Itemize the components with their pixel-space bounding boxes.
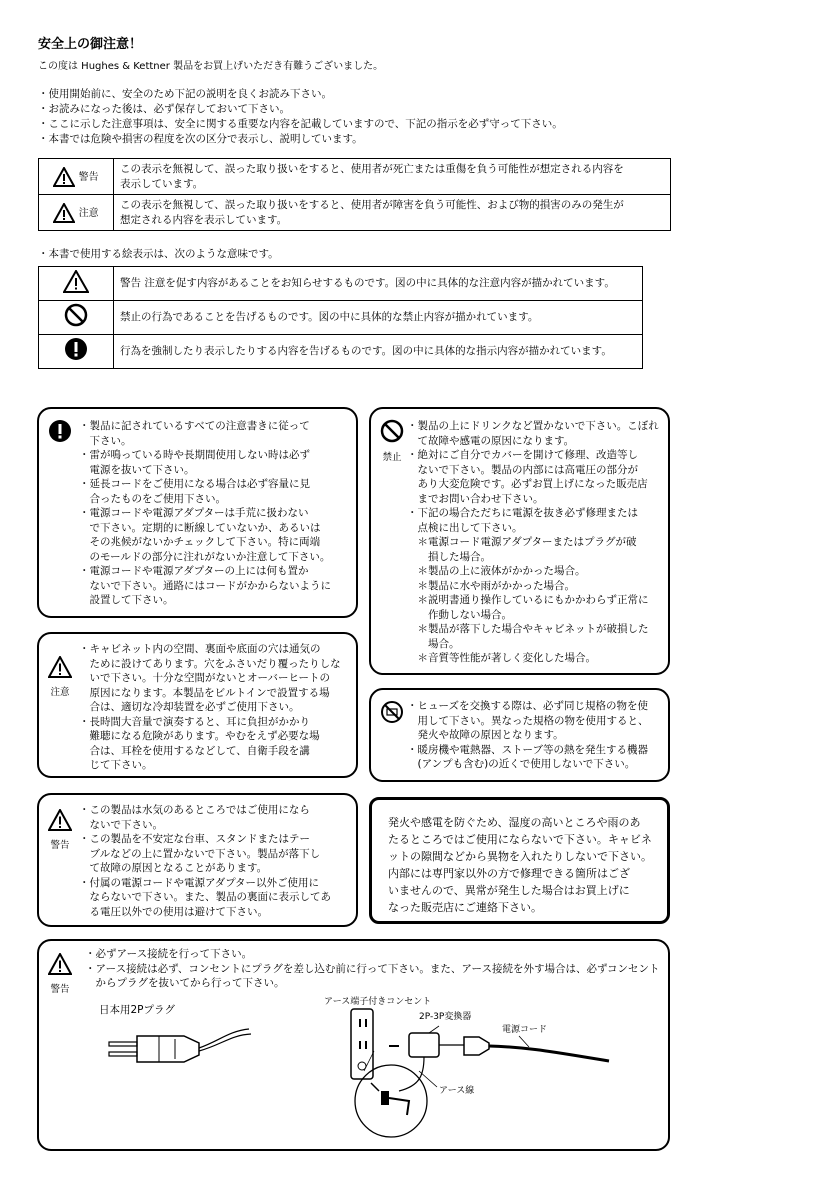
warning-triangle-icon xyxy=(48,953,72,975)
warning-triangle-icon xyxy=(63,270,89,293)
mandatory-panel-icon-wrap xyxy=(47,419,73,447)
warning-panel-text xyxy=(79,803,331,919)
prohibit-panel-icon-wrap xyxy=(379,419,405,463)
prohibit-panel-text xyxy=(407,419,659,666)
level-warning-label: 警告 xyxy=(78,171,99,183)
text-line: ＊電源コード電源アダプターまたはプラグが破 xyxy=(407,536,637,548)
level-caution-line1: この表示を無視して、誤った取り扱いをすると、使用者が障害を負う可能性、および物的損害のみの発生が xyxy=(120,198,624,211)
text-line: ないで下さい。製品の内部には高電圧の部分が xyxy=(407,463,638,476)
text-line: る電圧以外での使用は避けて下さい。 xyxy=(79,905,268,918)
prohibit-panel-label: 禁止 xyxy=(382,452,402,463)
text-line: ＊製品に水や雨がかかった場合。 xyxy=(407,579,575,592)
text-line: いで下さい。十分な空間がないとオーバーヒートの xyxy=(79,672,331,684)
page-title: 安全上の御注意！ xyxy=(38,37,143,52)
no-disassembly-icon xyxy=(380,700,404,724)
level-warning-desc xyxy=(114,159,671,195)
text-line: ＊音質等性能が著しく変化した場合。 xyxy=(407,652,596,664)
symbol-table xyxy=(38,266,643,369)
text-line: ないで下さい。 xyxy=(79,818,163,831)
symbol-warning-cell xyxy=(39,267,114,301)
mandatory-panel xyxy=(37,407,358,618)
prohibition-icon xyxy=(380,419,404,443)
text-line: ＊説明書通り操作しているにもかかわらず正常に xyxy=(407,594,649,606)
text-line: て故障の原因となることがあります。 xyxy=(79,862,268,874)
level-caution-cell xyxy=(39,195,114,231)
text-line: のモールドの部分に注れがないか注意して下さい。 xyxy=(79,550,331,563)
fig-cord-label: 電源コード xyxy=(502,1025,548,1035)
text-line: ・下記の場合ただちに電源を抜き必ず修理または xyxy=(407,507,638,519)
mandatory-icon xyxy=(48,419,72,443)
text-line: 内部には専門家以外の方で修理できる箇所はござ xyxy=(388,867,630,880)
caution-panel-label: 注意 xyxy=(50,687,70,698)
text-line: 発火や感電を防ぐため、湿度の高いところや雨のあ xyxy=(388,816,641,829)
text-line: 用して下さい。異なった規格の物を使用すると、 xyxy=(407,714,649,727)
text-line: ・電源コードや電源アダプターの上には何も置か xyxy=(79,565,309,577)
caution-panel-text xyxy=(79,642,341,773)
text-line: ブルなどの上に置かないで下さい。製品が落下し xyxy=(79,847,321,860)
warning-panel-icon-wrap xyxy=(47,809,73,851)
text-line: て故障や感電の原因になります。 xyxy=(407,434,575,447)
prohibit-panel xyxy=(369,407,670,675)
text-line: で下さい。定期的に断線していないか、あるいは xyxy=(79,521,321,534)
mandatory-icon xyxy=(64,337,88,361)
text-line: じて下さい。 xyxy=(79,759,153,771)
bullet-2: ・お読みになった後は、必ず保存しておいて下さい。 xyxy=(38,103,290,115)
earth-connection-figure xyxy=(89,991,649,1149)
symbol-prohibit-cell xyxy=(39,301,114,335)
caution-panel xyxy=(37,632,358,778)
level-caution-desc xyxy=(114,195,671,231)
fig-earth-label: アース線 xyxy=(439,1086,475,1096)
text-line: その兆候がないかチェックして下さい。特に両端 xyxy=(79,536,321,548)
fuse-panel-icon-wrap xyxy=(379,700,405,728)
text-line: 原因になります。本製品をビルトインで設置する場 xyxy=(79,686,330,699)
plug-2p-illustration xyxy=(109,1029,251,1062)
bullet-1: ・使用開始前に、安全のため下記の説明を良くお読み下さい。 xyxy=(38,88,332,100)
caution-triangle-icon xyxy=(48,656,72,678)
text-line: なった販売店にご連絡下さい。 xyxy=(388,901,542,914)
text-line: ・この製品は水気のあるところではご使用になら xyxy=(79,804,310,816)
text-line: ・延長コードをご使用になる場合は必ず容量に見 xyxy=(79,478,310,490)
symbol-warning-text: 警告 注意を促す内容があることをお知らせするものです。図の中に具体的な注意内容が描かれています。 xyxy=(114,267,643,301)
symbol-mandatory-text: 行為を強制したり表示したりする内容を告げるものです。図の中に具体的な指示内容が描かれています。 xyxy=(114,335,643,369)
text-line: いませんので、異常が発生した場合はお買上げに xyxy=(388,884,630,897)
text-line: たるところではご使用にならないで下さい。キャビネ xyxy=(388,833,652,846)
text-line: 設置して下さい。 xyxy=(79,594,174,606)
text-line: ・電源コードや電源アダプターは手荒に扱わない xyxy=(79,507,309,519)
fig-plug-label: 日本用2Pプラグ xyxy=(99,1004,176,1016)
text-line: ならないで下さい。また、製品の裏面に表示してあ xyxy=(79,891,331,903)
text-line: ＊製品の上に液体がかかった場合。 xyxy=(407,565,586,577)
text-line: あり大変危険です。必ずお買上げになった販売店 xyxy=(407,478,648,490)
text-line: 難聴になる危険があります。やむをえず必要な場 xyxy=(79,730,320,742)
fig-outlet-label: アース端子付きコンセント xyxy=(324,997,432,1007)
earth-panel-label: 警告 xyxy=(50,984,70,995)
warning-panel-label: 警告 xyxy=(50,840,70,851)
wall-outlet-illustration xyxy=(351,1009,609,1091)
text-line: ットの隙間などから異物を入れたりしないで下さい。 xyxy=(388,850,652,863)
text-line: ・アース接続は必ず、コンセントにプラグを差し込む前に行って下さい。また、アース接続を外す場合は、必ずコンセント xyxy=(85,962,660,975)
text-line: 合は、耳栓を使用するなどして、自衛手段を講 xyxy=(79,744,310,757)
caution-triangle-icon xyxy=(53,203,75,223)
level-caution-line2: 想定される内容を表示しています。 xyxy=(120,213,288,226)
text-line: ＊製品が落下した場合やキャビネットが破損した xyxy=(407,623,649,635)
text-line: ・キャビネット内の空間、裏面や底面の穴は通気の xyxy=(79,643,321,655)
text-line: ・この製品を不安定な台車、スタンドまたはテー xyxy=(79,833,310,845)
fuse-panel xyxy=(369,688,670,782)
level-caution-label: 注意 xyxy=(78,207,99,219)
level-warning-line1: この表示を無視して、誤った取り扱いをすると、使用者が死亡または重傷を負う可能性が想定される内容を xyxy=(120,162,624,175)
text-line: からプラグを抜いてから行って下さい。 xyxy=(85,977,285,989)
text-line: 合は、適切な冷却装置を必ずご使用下さい。 xyxy=(79,701,300,713)
warning-triangle-icon xyxy=(53,167,75,187)
level-warning-line2: 表示しています。 xyxy=(120,177,204,190)
text-line: 発火や故障の原因となります。 xyxy=(407,729,564,741)
earth-panel xyxy=(37,939,670,1151)
text-line: 場合。 xyxy=(407,637,460,650)
text-line: 下さい。 xyxy=(79,434,132,447)
text-line: (アンプも含む)の近くで使用しないで下さい。 xyxy=(407,758,636,770)
hazard-level-table xyxy=(38,158,671,231)
prohibition-icon xyxy=(64,303,88,327)
warning-triangle-icon xyxy=(48,809,72,831)
earth-panel-text xyxy=(85,947,659,991)
text-line: 点検に出して下さい。 xyxy=(407,521,523,534)
symbol-mandatory-cell xyxy=(39,335,114,369)
text-line: 合ったものをご使用下さい。 xyxy=(79,492,226,505)
text-line: ・ヒューズを交換する際は、必ず同じ規格の物を使 xyxy=(407,700,648,712)
fig-adapter-label: 2P-3P変換器 xyxy=(419,1012,472,1022)
symbols-intro: ・本書で使用する絵表示は、次のような意味です。 xyxy=(38,248,279,260)
symbol-prohibit-text: 禁止の行為であることを告げるものです。図の中に具体的な禁止内容が描かれています。 xyxy=(114,301,643,335)
text-line: ・製品の上にドリンクなど置かないで下さい。こぼれ xyxy=(407,420,659,432)
bullet-3: ・ここに示した注意事項は、安全に関する重要な内容を記載していますので、下記の指示を必ず守って下さい。 xyxy=(38,118,563,130)
text-line: ・付属の電源コードや電源アダプター以外ご使用に xyxy=(79,876,320,889)
text-line: 電源を抜いて下さい。 xyxy=(79,463,195,476)
warning-panel xyxy=(37,793,358,927)
text-line: ・絶対にご自分でカバーを開けて修理、改造等し xyxy=(407,449,638,461)
text-line: 損した場合。 xyxy=(407,550,491,563)
fire-shock-text xyxy=(388,814,652,916)
text-line: ・雷が鳴っている時や長期間使用しない時は必ず xyxy=(79,449,310,461)
text-line: ・暖房機や電熱器、ストーブ等の熱を発生する機器 xyxy=(407,743,648,756)
earth-panel-icon-wrap xyxy=(47,953,73,995)
fuse-panel-text xyxy=(407,699,649,772)
text-line: ・必ずアース接続を行って下さい。 xyxy=(85,948,253,960)
level-warning-cell xyxy=(39,159,114,195)
mandatory-panel-text xyxy=(79,419,331,608)
text-line: 作動しない場合。 xyxy=(407,608,512,621)
fire-shock-panel xyxy=(369,797,670,924)
text-line: ・製品に記されているすべての注意書きに従って xyxy=(79,420,310,432)
text-line: ために設けてあります。穴をふさいだり覆ったりしな xyxy=(79,657,341,670)
bullet-4: ・本書では危険や損害の程度を次の区分で表示し、説明しています。 xyxy=(38,133,363,145)
text-line: までお問い合わせ下さい。 xyxy=(407,492,544,505)
text-line: ないで下さい。通路にはコードがかからないように xyxy=(79,579,331,592)
intro-text: この度は Hughes & Kettner 製品をお買上げいただき有難うございました。 xyxy=(38,61,384,72)
text-line: ・長時間大音量で演奏すると、耳に負担がかかり xyxy=(79,715,310,728)
caution-panel-icon-wrap xyxy=(47,656,73,698)
